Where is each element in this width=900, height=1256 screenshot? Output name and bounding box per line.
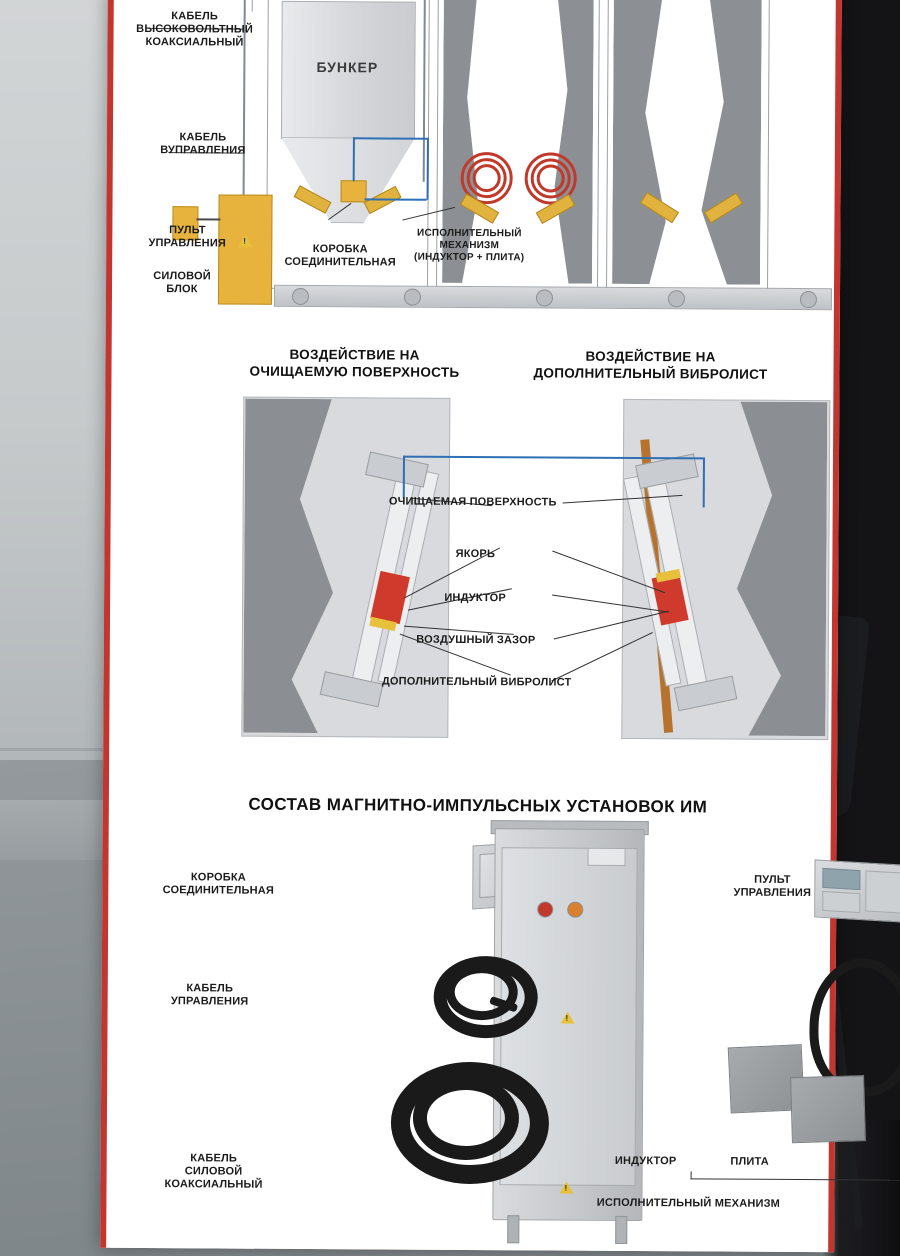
cabinet-foot-right <box>615 1216 627 1244</box>
conveyor-roller <box>800 291 817 308</box>
warning-icon-cabinet-low <box>559 1182 573 1194</box>
label-plate-bottom: ПЛИТА <box>730 1155 769 1168</box>
plate-photo <box>790 1075 866 1143</box>
conveyor-roller <box>668 290 685 307</box>
actuator-brace <box>691 1171 900 1180</box>
callout-armature: ЯКОРЬ <box>455 547 496 561</box>
power-cable-coil-inner <box>413 1076 520 1161</box>
label-junction-box: КОРОБКА СОЕДИНИТЕЛЬНАЯ <box>284 243 396 269</box>
poster-content <box>110 0 832 1252</box>
control-cable-coil-inner <box>446 964 518 1020</box>
bottom-section-title: СОСТАВ МАГНИТНО-ИМПУЛЬСНЫХ УСТАНОВОК ИМ <box>248 794 708 817</box>
label-control-panel-bottom: ПУЛЬТ УПРАВЛЕНИЯ <box>733 873 812 900</box>
cabinet-foot-left <box>507 1215 519 1243</box>
label-actuator-bottom: ИСПОЛНИТЕЛЬНЫЙ МЕХАНИЗМ <box>596 1196 781 1210</box>
middle-title-left: ВОЗДЕЙСТВИЕ НА ОЧИЩАЕМУЮ ПОВЕРХНОСТЬ <box>249 346 460 380</box>
bunker-label: БУНКЕР <box>316 59 379 76</box>
label-actuator: ИСПОЛНИТЕЛЬНЫЙ МЕХАНИЗМ (ИНДУКТОР + ПЛИТА) <box>414 227 525 263</box>
label-control-cable-bottom: КАБЕЛЬ УПРАВЛЕНИЯ <box>170 982 249 1008</box>
conveyor-roller <box>536 289 553 306</box>
mid-blue-cable-right <box>703 457 705 507</box>
control-wire-h <box>196 218 220 220</box>
callout-inductor: ИНДУКТОР <box>444 591 506 605</box>
conveyor-roller <box>404 289 421 306</box>
warning-icon-cabinet-mid <box>561 1012 575 1024</box>
label-inductor-bottom: ИНДУКТОР <box>614 1154 677 1168</box>
warning-icon-power-block <box>238 235 252 247</box>
middle-title-right: ВОЗДЕЙСТВИЕ НА ДОПОЛНИТЕЛЬНЫЙ ВИБРОЛИСТ <box>533 348 768 382</box>
label-power-block: СИЛОВОЙ БЛОК <box>153 270 211 296</box>
bottom-components <box>220 786 843 1246</box>
label-control-cable: КАБЕЛЬ ВУПРАВЛЕНИЯ <box>160 131 246 157</box>
label-junction-box-bottom: КОРОБКА СОЕДИНИТЕЛЬНАЯ <box>162 871 275 897</box>
indicator-lamp-red <box>537 901 553 917</box>
mid-blue-cable-left <box>403 456 405 498</box>
label-control-panel: ПУЛЬТ УПРАВЛЕНИЯ <box>148 224 227 250</box>
information-poster <box>100 0 842 1252</box>
top-schematic <box>236 0 838 335</box>
conveyor-roller <box>292 288 309 305</box>
callout-additional-sheet: ДОПОЛНИТЕЛЬНЫЙ ВИБРОЛИСТ <box>381 675 572 689</box>
indicator-lamp-orange <box>567 902 583 918</box>
blue-wire-2 <box>353 137 355 181</box>
callout-cleaned-surface: ОЧИЩАЕМАЯ ПОВЕРХНОСТЬ <box>388 495 557 509</box>
junction-box-icon <box>341 180 367 202</box>
callout-air-gap: ВОЗДУШНЫЙ ЗАЗОР <box>416 633 536 647</box>
label-hv-cable: КАБЕЛЬ ВЫСОКОВОЛЬТНЫЙ КОАКСИАЛЬНЫЙ <box>136 10 254 49</box>
middle-schematic <box>231 397 837 753</box>
label-power-cable-bottom: КАБЕЛЬ СИЛОВОЙ КОАКСИАЛЬНЫЙ <box>164 1152 263 1191</box>
